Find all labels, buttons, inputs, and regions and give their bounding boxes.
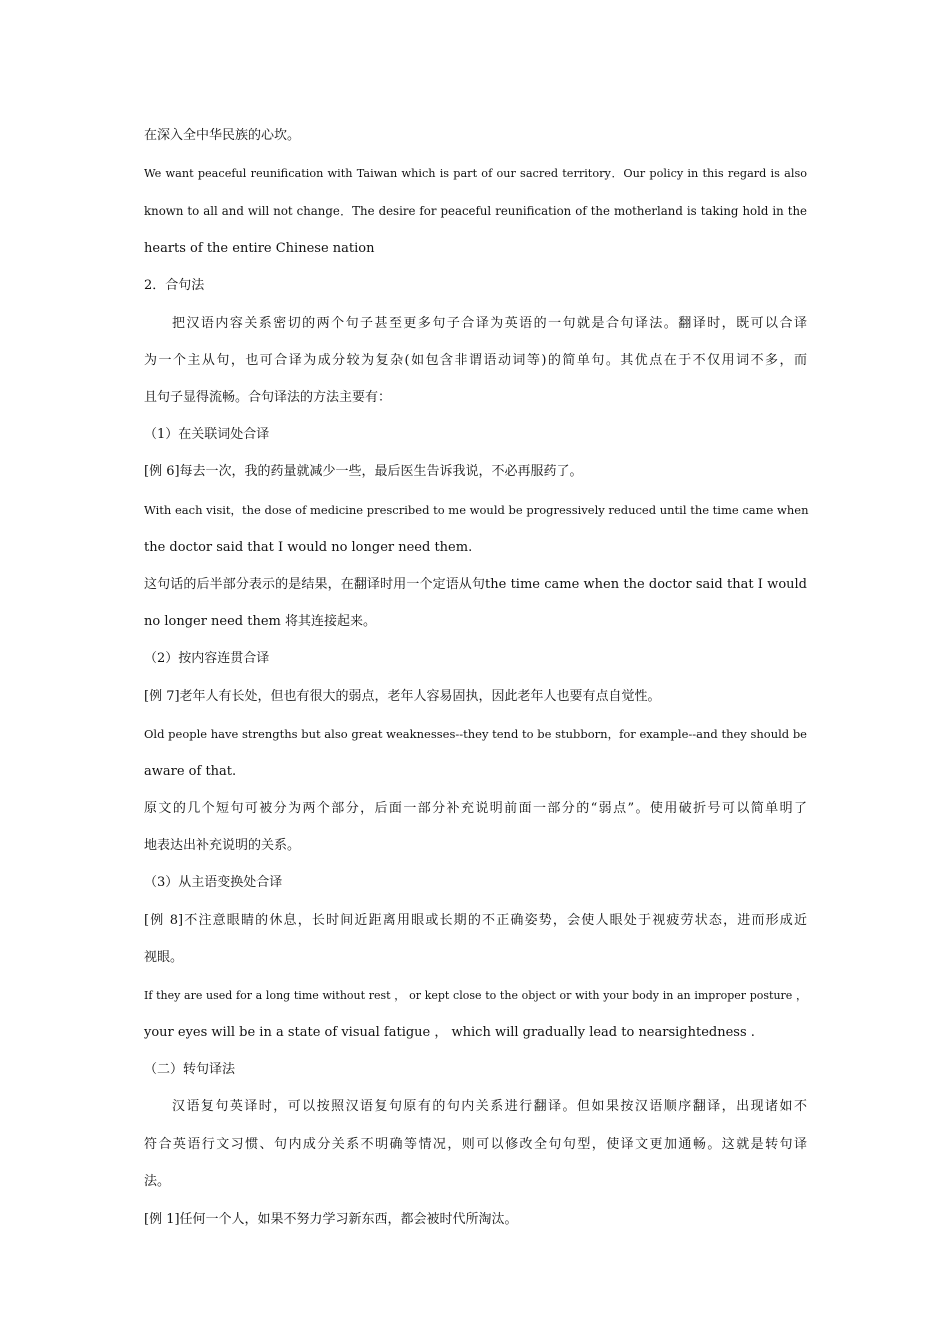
text-line: the doctor said that I would no longer need them.	[144, 540, 473, 555]
subsection-heading: （2）按内容连贯合译	[144, 651, 270, 666]
text-line: 视眼。	[144, 950, 184, 965]
example-line: [例 6]每去一次，我的药量就减少一些，最后医生告诉我说，不必再服药了。	[144, 464, 583, 479]
text-line: 地表达出补充说明的关系。	[144, 838, 301, 853]
text-line: hearts of the entire Chinese nation	[144, 241, 375, 256]
example-line: [例 8]不注意眼睛的休息，长时间近距离用眼或长期的不正确姿势，会使人眼处于视疲劳状态，进而形成近	[144, 913, 807, 928]
example-line: [例 1]任何一个人，如果不努力学习新东西，都会被时代所淘汰。	[144, 1212, 518, 1227]
text-line: 在深入全中华民族的心坎。	[144, 128, 301, 143]
text-line: 符合英语行文习惯、句内成分关系不明确等情况，则可以修改全句句型，使译文更加通畅。这就是转句译	[144, 1137, 807, 1152]
text-line: 汉语复句英译时，可以按照汉语复句原有的句内关系进行翻译。但如果按汉语顺序翻译，出现诸如不	[172, 1099, 807, 1114]
text-line: aware of that.	[144, 764, 237, 779]
text-line: We want peaceful reunification with Taiwan which is part of our sacred territory．Our policy in this regard is also	[144, 167, 807, 180]
text-line: 且句子显得流畅。合句译法的方法主要有：	[144, 390, 392, 405]
text-line: your eyes will be in a state of visual fatigue ， which will gradually lead to nearsightedness .	[144, 1025, 755, 1040]
subsection-heading: （3）从主语变换处合译	[144, 875, 283, 890]
text-line: no longer need them 将其连接起来。	[144, 614, 377, 629]
section-heading: （二）转句译法	[144, 1062, 236, 1077]
text-line: 原文的几个短句可被分为两个部分，后面一部分补充说明前面一部分的“弱点”。使用破折号可以简单明了	[144, 801, 807, 816]
text-line: If they are used for a long time without rest ， or kept close to the object or with your body in an improper posture ，	[144, 989, 807, 1002]
text-line: 把汉语内容关系密切的两个句子甚至更多句子合译为英语的一句就是合句译法。翻译时，既可以合译	[172, 316, 807, 331]
text-line: With each visit，the dose of medicine prescribed to me would be progressively reduced until the time came when	[144, 503, 809, 517]
section-heading: 2．合句法	[144, 278, 205, 293]
example-line: [例 7]老年人有长处，但也有很大的弱点，老年人容易固执，因此老年人也要有点自觉性。	[144, 689, 661, 704]
text-line: known to all and will not change．The desire for peaceful reunification of the motherland is taking hold in the	[144, 204, 807, 218]
text-line: 法。	[144, 1174, 171, 1189]
subsection-heading: （1）在关联词处合译	[144, 427, 270, 442]
text-line: 这句话的后半部分表示的是结果，在翻译时用一个定语从句the time came when the doctor said that I would	[144, 577, 807, 592]
text-line: Old people have strengths but also great weaknesses--they tend to be stubborn，for example--and they should be	[144, 727, 807, 741]
text-line: 为一个主从句，也可合译为成分较为复杂(如包含非谓语动词等)的简单句。其优点在于不仅用词不多，而	[144, 353, 807, 368]
